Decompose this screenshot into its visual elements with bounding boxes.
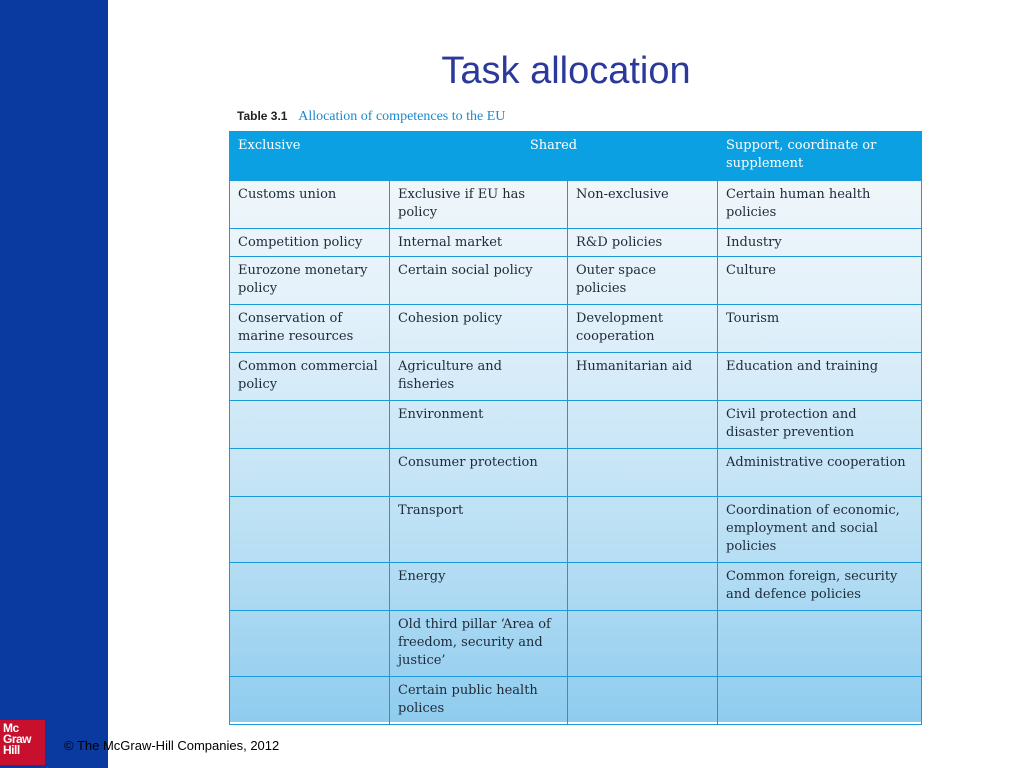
table-cell: Agriculture and fisheries xyxy=(390,353,568,401)
table-cell: Cohesion policy xyxy=(390,305,568,353)
table-row xyxy=(230,181,922,229)
table-header-row xyxy=(230,132,922,181)
table-cell: Eurozone monetary policy xyxy=(230,257,390,305)
table-cell xyxy=(230,677,390,725)
table-row xyxy=(230,677,922,725)
left-blue-bar xyxy=(0,0,108,768)
slide-title: Task allocation xyxy=(441,50,691,92)
table-cell: Energy xyxy=(390,563,568,611)
table-cell xyxy=(568,611,718,677)
table-cell xyxy=(568,677,718,725)
table-cell xyxy=(718,677,922,725)
table-cell: Humanitarian aid xyxy=(568,353,718,401)
table-caption-number: Table 3.1 xyxy=(237,109,288,123)
mcgraw-hill-logo: Mc Graw Hill xyxy=(0,720,45,765)
table-cell: Exclusive if EU has policy xyxy=(390,181,568,229)
copyright-footer: © The McGraw-Hill Companies, 2012 xyxy=(64,738,280,753)
header-support: Support, coordinate or supplement xyxy=(718,132,922,181)
table-cell: Administrative cooperation xyxy=(718,449,922,497)
table-cell: R&D policies xyxy=(568,229,718,257)
table-body xyxy=(230,181,922,725)
table-cell: Competition policy xyxy=(230,229,390,257)
table-cell: Transport xyxy=(390,497,568,563)
table-row xyxy=(230,497,922,563)
table-cell: Coordination of economic, employment and social policies xyxy=(718,497,922,563)
table-cell: Conservation of marine resources xyxy=(230,305,390,353)
competences-table-container xyxy=(229,131,921,722)
table-cell xyxy=(230,563,390,611)
table-row xyxy=(230,563,922,611)
table-cell xyxy=(568,449,718,497)
table-cell xyxy=(568,563,718,611)
table-cell: Certain social policy xyxy=(390,257,568,305)
table-cell: Outer space policies xyxy=(568,257,718,305)
table-row xyxy=(230,229,922,257)
header-shared: Shared xyxy=(390,132,718,181)
table-cell: Development cooperation xyxy=(568,305,718,353)
table-cell: Industry xyxy=(718,229,922,257)
table-cell: Civil protection and disaster prevention xyxy=(718,401,922,449)
table-row xyxy=(230,257,922,305)
table-cell: Certain human health policies xyxy=(718,181,922,229)
table-cell: Internal market xyxy=(390,229,568,257)
table-caption-text: Allocation of competences to the EU xyxy=(298,109,506,124)
table-cell xyxy=(230,401,390,449)
table-cell: Common commercial policy xyxy=(230,353,390,401)
table-caption xyxy=(237,107,505,126)
table-cell: Customs union xyxy=(230,181,390,229)
table-cell: Culture xyxy=(718,257,922,305)
table-cell xyxy=(568,497,718,563)
table-cell xyxy=(230,449,390,497)
header-exclusive: Exclusive xyxy=(230,132,390,181)
table-cell: Non-exclusive xyxy=(568,181,718,229)
table-cell: Tourism xyxy=(718,305,922,353)
table-cell xyxy=(230,497,390,563)
table-cell: Common foreign, security and defence policies xyxy=(718,563,922,611)
table-row xyxy=(230,305,922,353)
table-cell: Environment xyxy=(390,401,568,449)
table-cell xyxy=(568,401,718,449)
table-row xyxy=(230,353,922,401)
table-cell: Education and training xyxy=(718,353,922,401)
table-cell xyxy=(718,611,922,677)
table-row xyxy=(230,449,922,497)
table-cell: Certain public health polices xyxy=(390,677,568,725)
table-cell: Old third pillar ‘Area of freedom, security and justice’ xyxy=(390,611,568,677)
competences-table xyxy=(229,131,922,725)
table-row xyxy=(230,611,922,677)
table-row xyxy=(230,401,922,449)
table-cell xyxy=(230,611,390,677)
table-cell: Consumer protection xyxy=(390,449,568,497)
